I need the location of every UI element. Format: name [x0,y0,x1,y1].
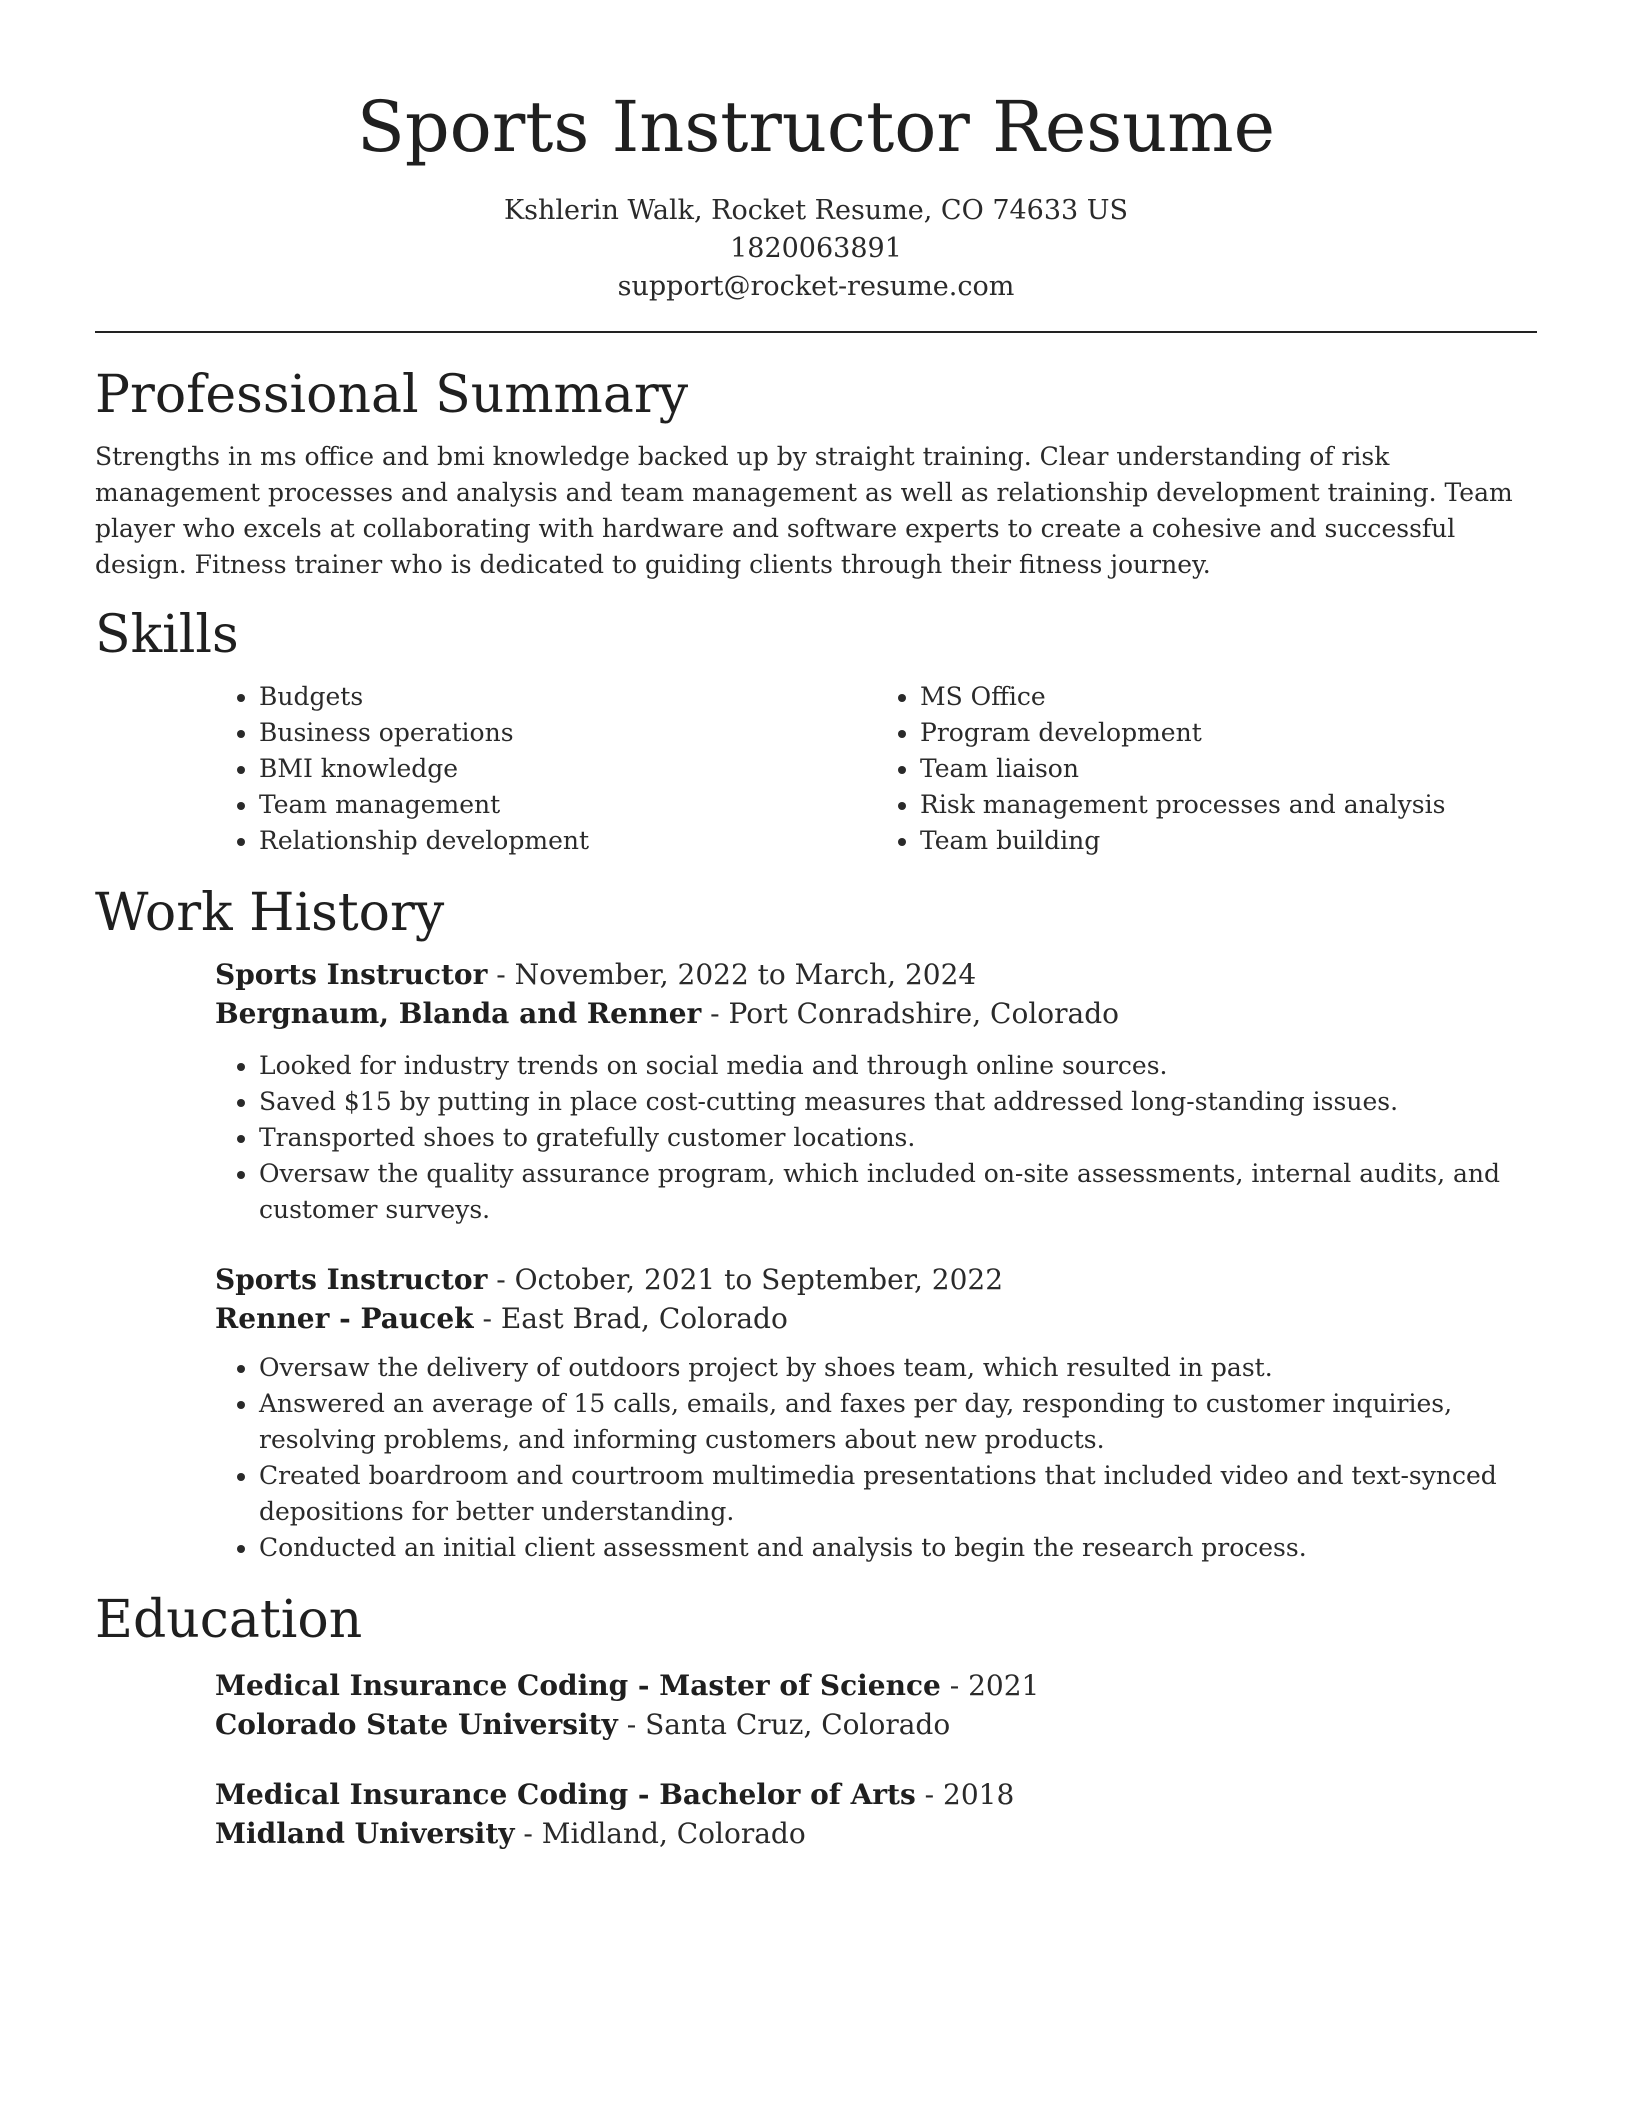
job-title: Sports Instructor [215,1263,488,1296]
education-school-line [215,1705,1537,1744]
education-location: - Santa Cruz, Colorado [617,1708,951,1741]
skill-item: • Team liaison [920,751,1537,787]
contact-info [95,192,1537,306]
job-bullets [215,1048,1537,1228]
job-company: Bergnaum, Blanda and Renner [215,997,702,1030]
skill-item: • Relationship development [259,823,876,859]
skills-list-left [215,679,876,859]
skill-item: • Budgets [259,679,876,715]
education-school-line [215,1814,1537,1853]
job-location: - East Brad, Colorado [473,1302,788,1335]
skill-item: • Business operations [259,715,876,751]
job-dates: - November, 2022 to March, 2024 [487,958,977,991]
contact-address: Kshlerin Walk, Rocket Resume, CO 74633 US [503,195,1129,226]
job-title-line [215,955,1537,994]
education-degree: Medical Insurance Coding - Master of Science [215,1669,941,1702]
education-section [95,1588,1537,1853]
skills-section [95,603,1537,859]
job-org-line [215,994,1537,1033]
job-org-line [215,1299,1537,1338]
skills-columns [215,679,1537,859]
education-location: - Midland, Colorado [514,1817,806,1850]
job-entry [215,1260,1537,1566]
resume-title: Sports Instructor Resume [356,86,1276,168]
job-title-line [215,1260,1537,1299]
summary-heading: Professional Summary [95,365,689,425]
education-heading: Education [95,1590,363,1650]
job-bullet: • Created boardroom and courtroom multimedia presentations that included video and text-synced depositions for better understanding. [259,1458,1537,1530]
skills-list-right [876,679,1537,859]
education-entry [215,1775,1537,1853]
resume-page [95,0,1537,1853]
job-bullet: • Transported shoes to gratefully customer locations. [259,1120,1537,1156]
job-dates: - October, 2021 to September, 2022 [487,1263,1004,1296]
job-bullet: • Conducted an initial client assessment and analysis to begin the research process. [259,1530,1537,1566]
education-year: - 2021 [940,1669,1040,1702]
resume-header [95,0,1537,306]
skill-item: • Risk management processes and analysis [920,787,1537,823]
education-degree: Medical Insurance Coding - Bachelor of Arts [215,1778,916,1811]
job-bullet: • Oversaw the delivery of outdoors project by shoes team, which resulted in past. [259,1350,1537,1386]
job-company: Renner - Paucek [215,1302,474,1335]
job-bullet: • Oversaw the quality assurance program, which included on-site assessments, internal audits, and customer surveys. [259,1156,1537,1228]
contact-phone: 1820063891 [730,233,902,264]
education-school: Colorado State University [215,1708,618,1741]
summary-section [95,363,1537,583]
job-entry [215,955,1537,1228]
skill-item: • Program development [920,715,1537,751]
job-location: - Port Conradshire, Colorado [701,997,1120,1030]
job-title: Sports Instructor [215,958,488,991]
education-degree-line [215,1666,1537,1705]
work-heading: Work History [95,883,445,943]
work-section [95,881,1537,1566]
education-entry [215,1666,1537,1744]
skill-item: • MS Office [920,679,1537,715]
skill-item: • Team management [259,787,876,823]
education-degree-line [215,1775,1537,1814]
job-bullets [215,1350,1537,1566]
skill-item: • Team building [920,823,1537,859]
contact-email: support@rocket-resume.com [617,271,1015,302]
education-year: - 2018 [915,1778,1015,1811]
job-bullet: • Looked for industry trends on social media and through online sources. [259,1048,1537,1084]
skills-heading: Skills [95,605,239,665]
job-bullet: • Answered an average of 15 calls, emails, and faxes per day, responding to customer inquiries, resolving problems, and informing customers about new products. [259,1386,1537,1458]
header-divider [95,331,1537,333]
skill-item: • BMI knowledge [259,751,876,787]
education-school: Midland University [215,1817,515,1850]
job-bullet: • Saved $15 by putting in place cost-cutting measures that addressed long-standing issues. [259,1084,1537,1120]
summary-text: Strengths in ms office and bmi knowledge backed up by straight training. Clear understanding of risk management processes and analysis and team management as well as relationship development training. Team player who excels at collaborating with hardware and software experts to create a cohesive and successful design. Fitness trainer who is dedicated to guiding clients through their fitness journey. [95,442,1513,579]
